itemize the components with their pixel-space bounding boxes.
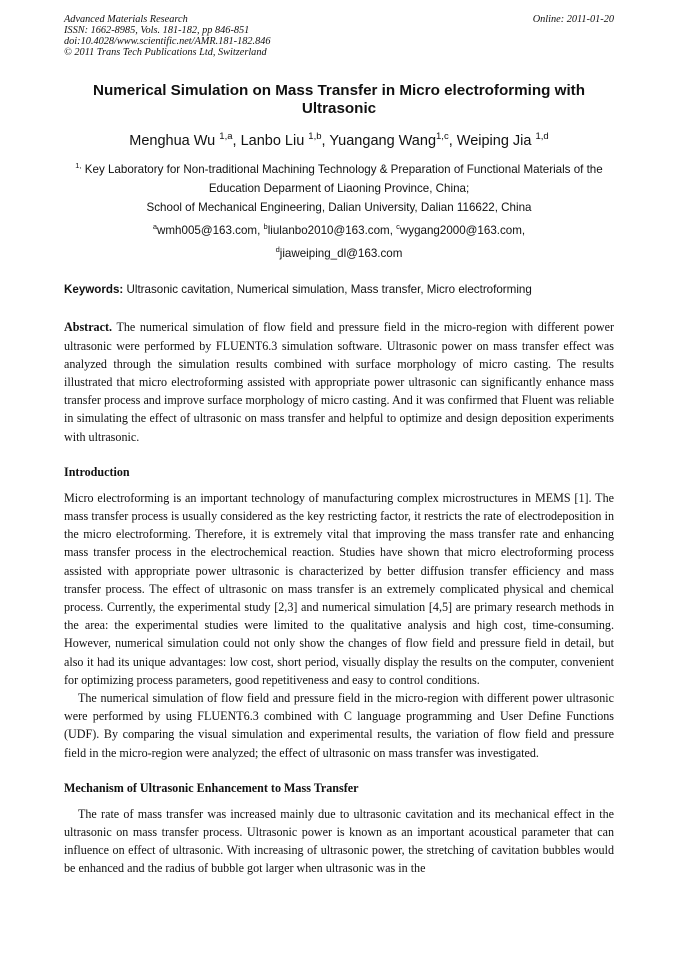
email-line: [64, 240, 614, 263]
email: liulanbo2010@163.com: [267, 223, 390, 237]
intro-paragraph-2: The numerical simulation of flow field and pressure field in the micro-region with different power ultrasonic were performed by using FLUENT6.3 combined with C language programming and User Define Functions (UDF). By comparing the visual simulation and experimental results, the variation of flow field and pressure field in the micro-region were analyzed; the effect of ultrasonic on mass transfer was investigated.: [64, 691, 614, 760]
author-affil-mark: 1,c: [436, 131, 449, 142]
intro-paragraph-1: Micro electroforming is an important technology of manufacturing complex microstructures in MEMS [1]. The mass transfer process is usually considered as the key restricting factor, it restricts the rate of electrodeposition in the micro electroforming. Therefore, it is extremely vital that improving the mass transfer rate and enhancing mass transfer process in the electrochemical reaction. Studies have shown that micro electroforming process assisted with appropriate power ultrasonic is characterized by better diffusion transfer efficiency and mass transfer process. The effect of ultrasonic on mass transfer is an extremely complicated physical and chemical process. Currently, the experimental study [2,3] and numerical simulation [4,5] are primary research methods in the area: the experimental studies were limited to the qualitative analysis and high cost, time-consuming. However, numerical simulation could not only show the changes of flow field and pressure field in detail, but also it had its unique advantages: low cost, short period, visually display the results on the computer, convenient for optimizing process parameters, good repetitiveness and easy to control conditions.: [64, 490, 614, 687]
journal-name: Advanced Materials Research: [64, 14, 188, 25]
keywords-label: Keywords:: [64, 283, 124, 297]
section-heading-mechanism: Mechanism of Ultrasonic Enhancement to Mass Transfer: [64, 780, 359, 795]
paper-title: Numerical Simulation on Mass Transfer in Micro electroforming with Ultrasonic: [93, 82, 585, 117]
abstract: [64, 318, 614, 445]
email-marker: a: [152, 221, 158, 231]
author-name: Menghua Wu: [129, 132, 216, 149]
author-name: Weiping Jia: [456, 132, 532, 149]
email-marker: d: [275, 244, 280, 254]
copyright-line: © 2011 Trans Tech Publications Ltd, Switzerland: [64, 47, 267, 58]
doi-line: doi:10.4028/www.scientific.net/AMR.181-182.846: [64, 36, 271, 47]
author-name: Yuangang Wang: [329, 132, 437, 149]
email-marker: b: [263, 221, 268, 231]
affiliation-text: Key Laboratory for Non-traditional Machining Technology & Preparation of Functional Materials of the Education Deparment of Liaoning Province, China;: [84, 162, 603, 195]
affiliation-school: School of Mechanical Engineering, Dalian University, Dalian 116622, China: [146, 200, 532, 214]
abstract-text: The numerical simulation of flow field and pressure field in the micro-region with different power ultrasonic were performed by FLUENT6.3 simulation software. Ultrasonic power on mass transfer effect was analyzed through the simulation results combined with surface morphology of micro casting. The results illustrated that micro electroforming assisted with appropriate power ultrasonic can significantly enhance mass transfer process and improve surface morphology of micro casting. And it was confirmed that Fluent was reliable in simulating the effect of ultrasonic on mass transfer and helpful to optimize and design deposition experiments with ultrasonic.: [64, 320, 614, 444]
affiliation-line: [64, 156, 614, 198]
author-affil-mark: 1,b: [308, 131, 322, 142]
author-list: Menghua Wu $^{1,a}$, Lanbo Liu $^{1,b}$, Yuangang Wang$^{1,c}$, Weiping Jia $^{1,d}$: [129, 131, 549, 149]
section-heading-introduction: Introduction: [64, 464, 130, 479]
email-marker: c: [396, 221, 400, 231]
affiliation-block: [64, 156, 614, 263]
author-affil-mark: 1,a: [219, 131, 233, 142]
online-date: Online: 2011-01-20: [532, 14, 614, 25]
author-affil-mark: 1,d: [535, 131, 549, 142]
paper-page: [64, 14, 614, 878]
email-line: $^a$wmh005@163.com, $^b$liulanbo2010@163.com, $^c$wygang2000@163.com,: [152, 221, 526, 237]
abstract-label: Abstract.: [64, 320, 113, 335]
author-name: Lanbo Liu: [240, 132, 305, 149]
email: wygang2000@163.com: [399, 223, 522, 237]
mechanism-paragraph-1: The rate of mass transfer was increased mainly due to ultrasonic cavitation and its mechanical effect in the ultrasonic on mass transfer process. Ultrasonic power is known as an important acoustical parameter that can influence on effect of ultrasonic. With increasing of ultrasonic power, the stretching of cavitation bubbles would be enhanced and the radius of bubble got larger when ultrasonic was in the: [64, 806, 614, 876]
keywords: [64, 282, 614, 298]
keywords-text: Ultrasonic cavitation, Numerical simulation, Mass transfer, Micro electroforming: [126, 283, 532, 297]
email: wmh005@163.com: [157, 223, 258, 237]
issn-line: ISSN: 1662-8985, Vols. 181-182, pp 846-851: [64, 25, 250, 36]
affiliation-marker: 1,: [75, 160, 82, 170]
email: jiaweiping_dl@163.com: [279, 246, 403, 260]
publication-info: [64, 14, 614, 58]
journal-header: [64, 14, 614, 58]
